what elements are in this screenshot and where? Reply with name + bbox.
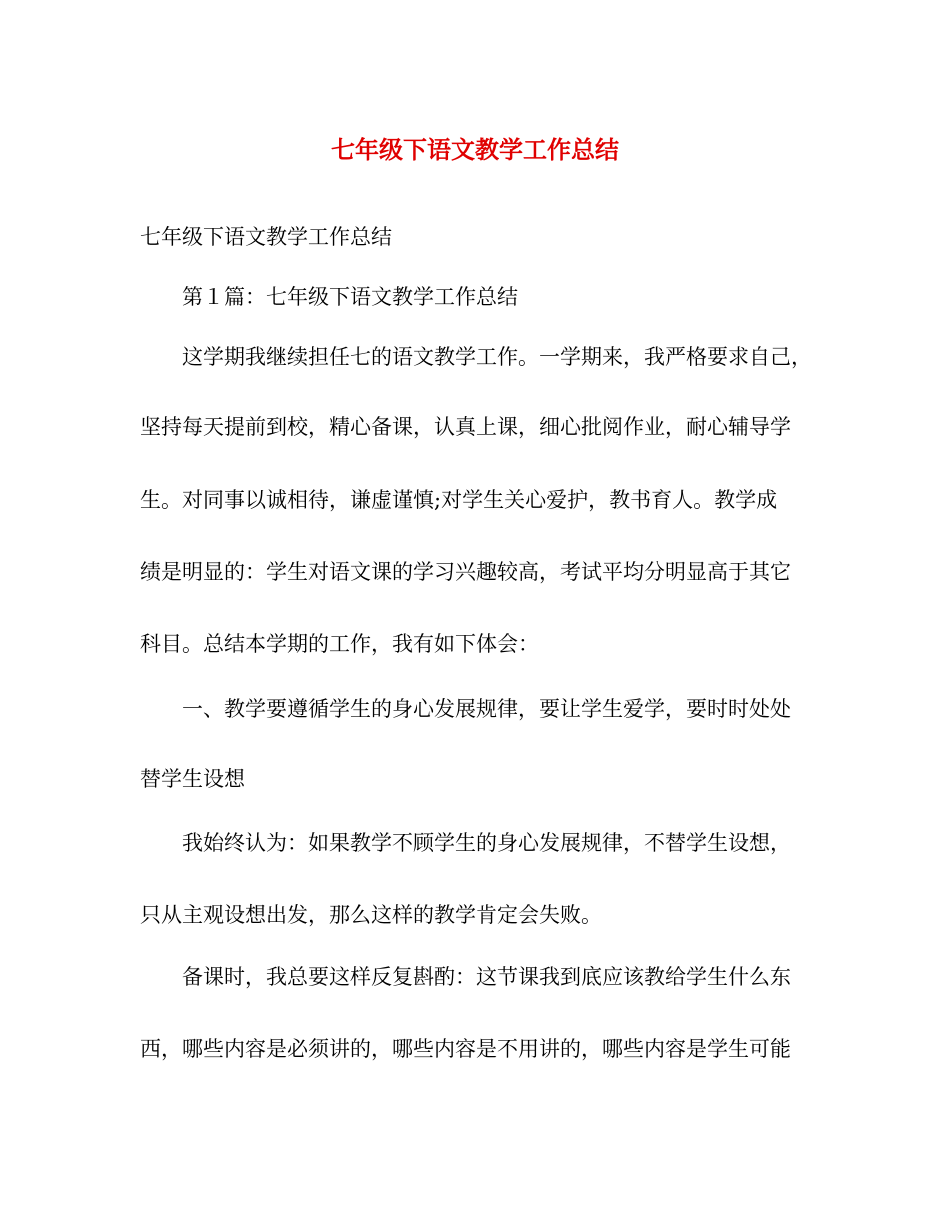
body-line-3: 生。对同事以诚相待，谦虚谨慎;对学生关心爱护，教书育人。教学成 xyxy=(140,488,778,512)
body-line-5: 科目。总结本学期的工作，我有如下体会： xyxy=(140,632,539,656)
body-line-9: 只从主观设想出发，那么这样的教学肯定会失败。 xyxy=(140,903,602,927)
section-heading: 第１篇：七年级下语文教学工作总结 xyxy=(182,285,518,309)
body-line-7: 替学生设想 xyxy=(140,767,245,791)
document-title: 七年级下语文教学工作总结 xyxy=(331,135,619,164)
body-line-2: 坚持每天提前到校，精心备课，认真上课，细心批阅作业，耐心辅导学 xyxy=(140,415,791,439)
body-line-6: 一、教学要遵循学生的身心发展规律，要让学生爱学，要时时处处 xyxy=(182,697,791,721)
body-line-1: 这学期我继续担任七的语文教学工作。一学期来，我严格要求自己， xyxy=(182,345,812,369)
document-subtitle: 七年级下语文教学工作总结 xyxy=(140,225,392,249)
body-line-11: 西，哪些内容是必须讲的，哪些内容是不用讲的，哪些内容是学生可能 xyxy=(140,1037,791,1061)
body-line-8: 我始终认为：如果教学不顾学生的身心发展规律，不替学生设想， xyxy=(182,831,791,855)
body-line-4: 绩是明显的：学生对语文课的学习兴趣较高，考试平均分明显高于其它 xyxy=(140,560,791,584)
body-line-10: 备课时，我总要这样反复斟酌：这节课我到底应该教给学生什么东 xyxy=(182,965,791,989)
